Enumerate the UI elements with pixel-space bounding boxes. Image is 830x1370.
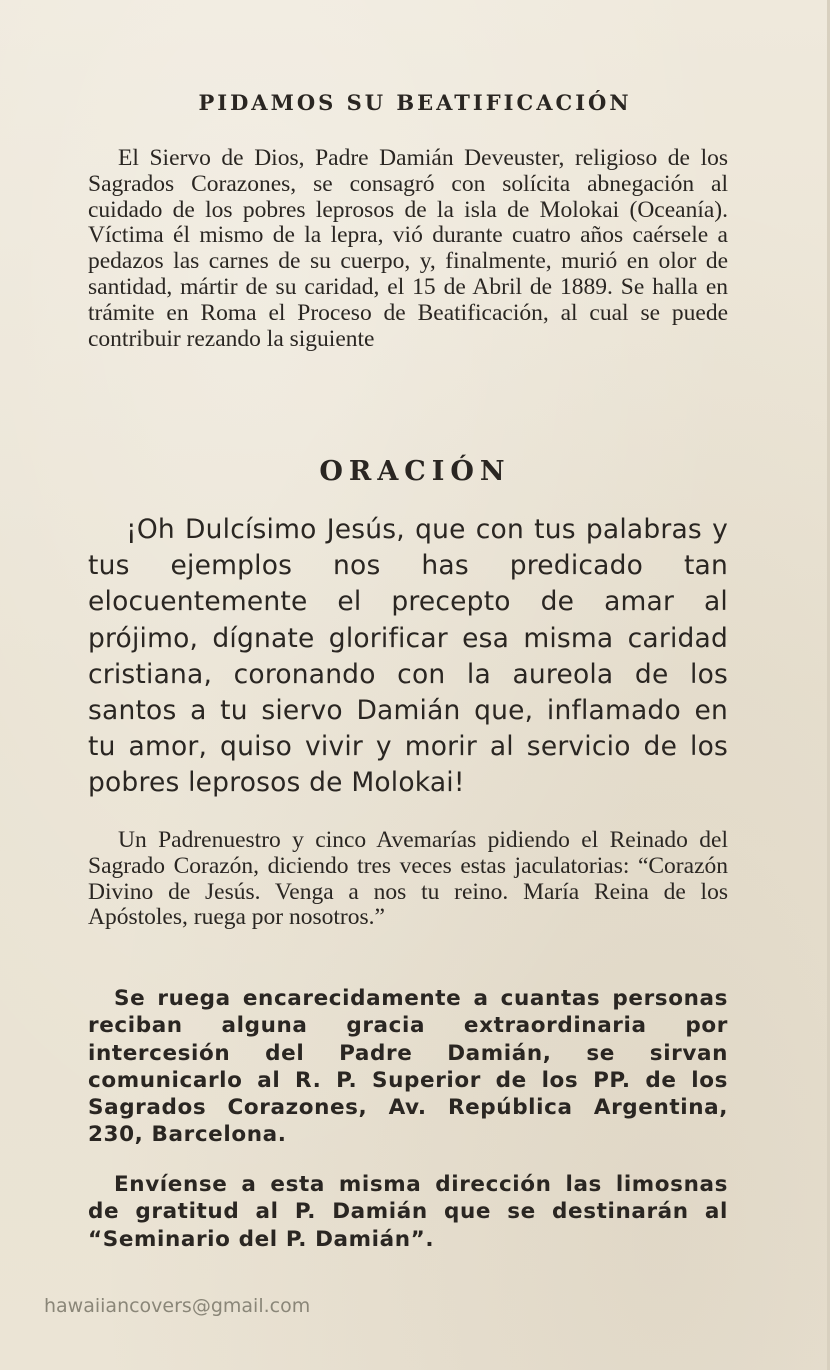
devotion-paragraph: Un Padrenuestro y cinco Avemarías pidiendo el Reinado del Sagrado Corazón, diciendo tres veces estas jaculatorias: “Corazón Divino de Jesús. Venga a nos tu reino. María Reina de los Apóstoles, ruega por nosotros.” [88, 827, 728, 931]
donations-paragraph: Envíense a esta misma dirección las limosnas de gratitud al P. Damián que se destinarán al “Seminario del P. Damián”. [88, 1172, 728, 1252]
prayer-title: ORACIÓN [319, 456, 511, 487]
intro-paragraph: El Siervo de Dios, Padre Damián Deveuster, religioso de los Sagrados Corazones, se consagró con solícita abnegación al cuidado de los pobres leprosos de la isla de Molokai (Oceanía). Víctima él mismo de la lepra, vió durante cuatro años caérsele a pedazos las carnes de su cuerpo, y, finalmente, murió en olor de santidad, mártir de su caridad, el 15 de Abril de 1889. Se halla en trámite en Roma el Proceso de Beatificación, al cual se puede contribuir rezando la siguiente [88, 145, 728, 352]
card-heading: PIDAMOS SU BEATIFICACIÓN [198, 90, 632, 115]
prayer-paragraph: ¡Oh Dulcísimo Jesús, que con tus palabras y tus ejemplos nos has predicado tan elocuentemente el precepto de amar al prójimo, dígnate glorificar esa misma caridad cristiana, coronando con la aureola de los santos a tu siervo Damián que, inflamado en tu amor, quiso vivir y morir al servicio de los pobres leprosos de Molokai! [88, 514, 728, 799]
email-watermark: hawaiiancovers@gmail.com [44, 1295, 311, 1317]
request-paragraph: Se ruega encarecidamente a cuantas personas reciban alguna gracia extraordinaria por intercesión del Padre Damián, se sirvan comunicarlo al R. P. Superior de los PP. de los Sagrados Corazones, Av. República Argentina, 230, Barcelona. [88, 986, 728, 1148]
